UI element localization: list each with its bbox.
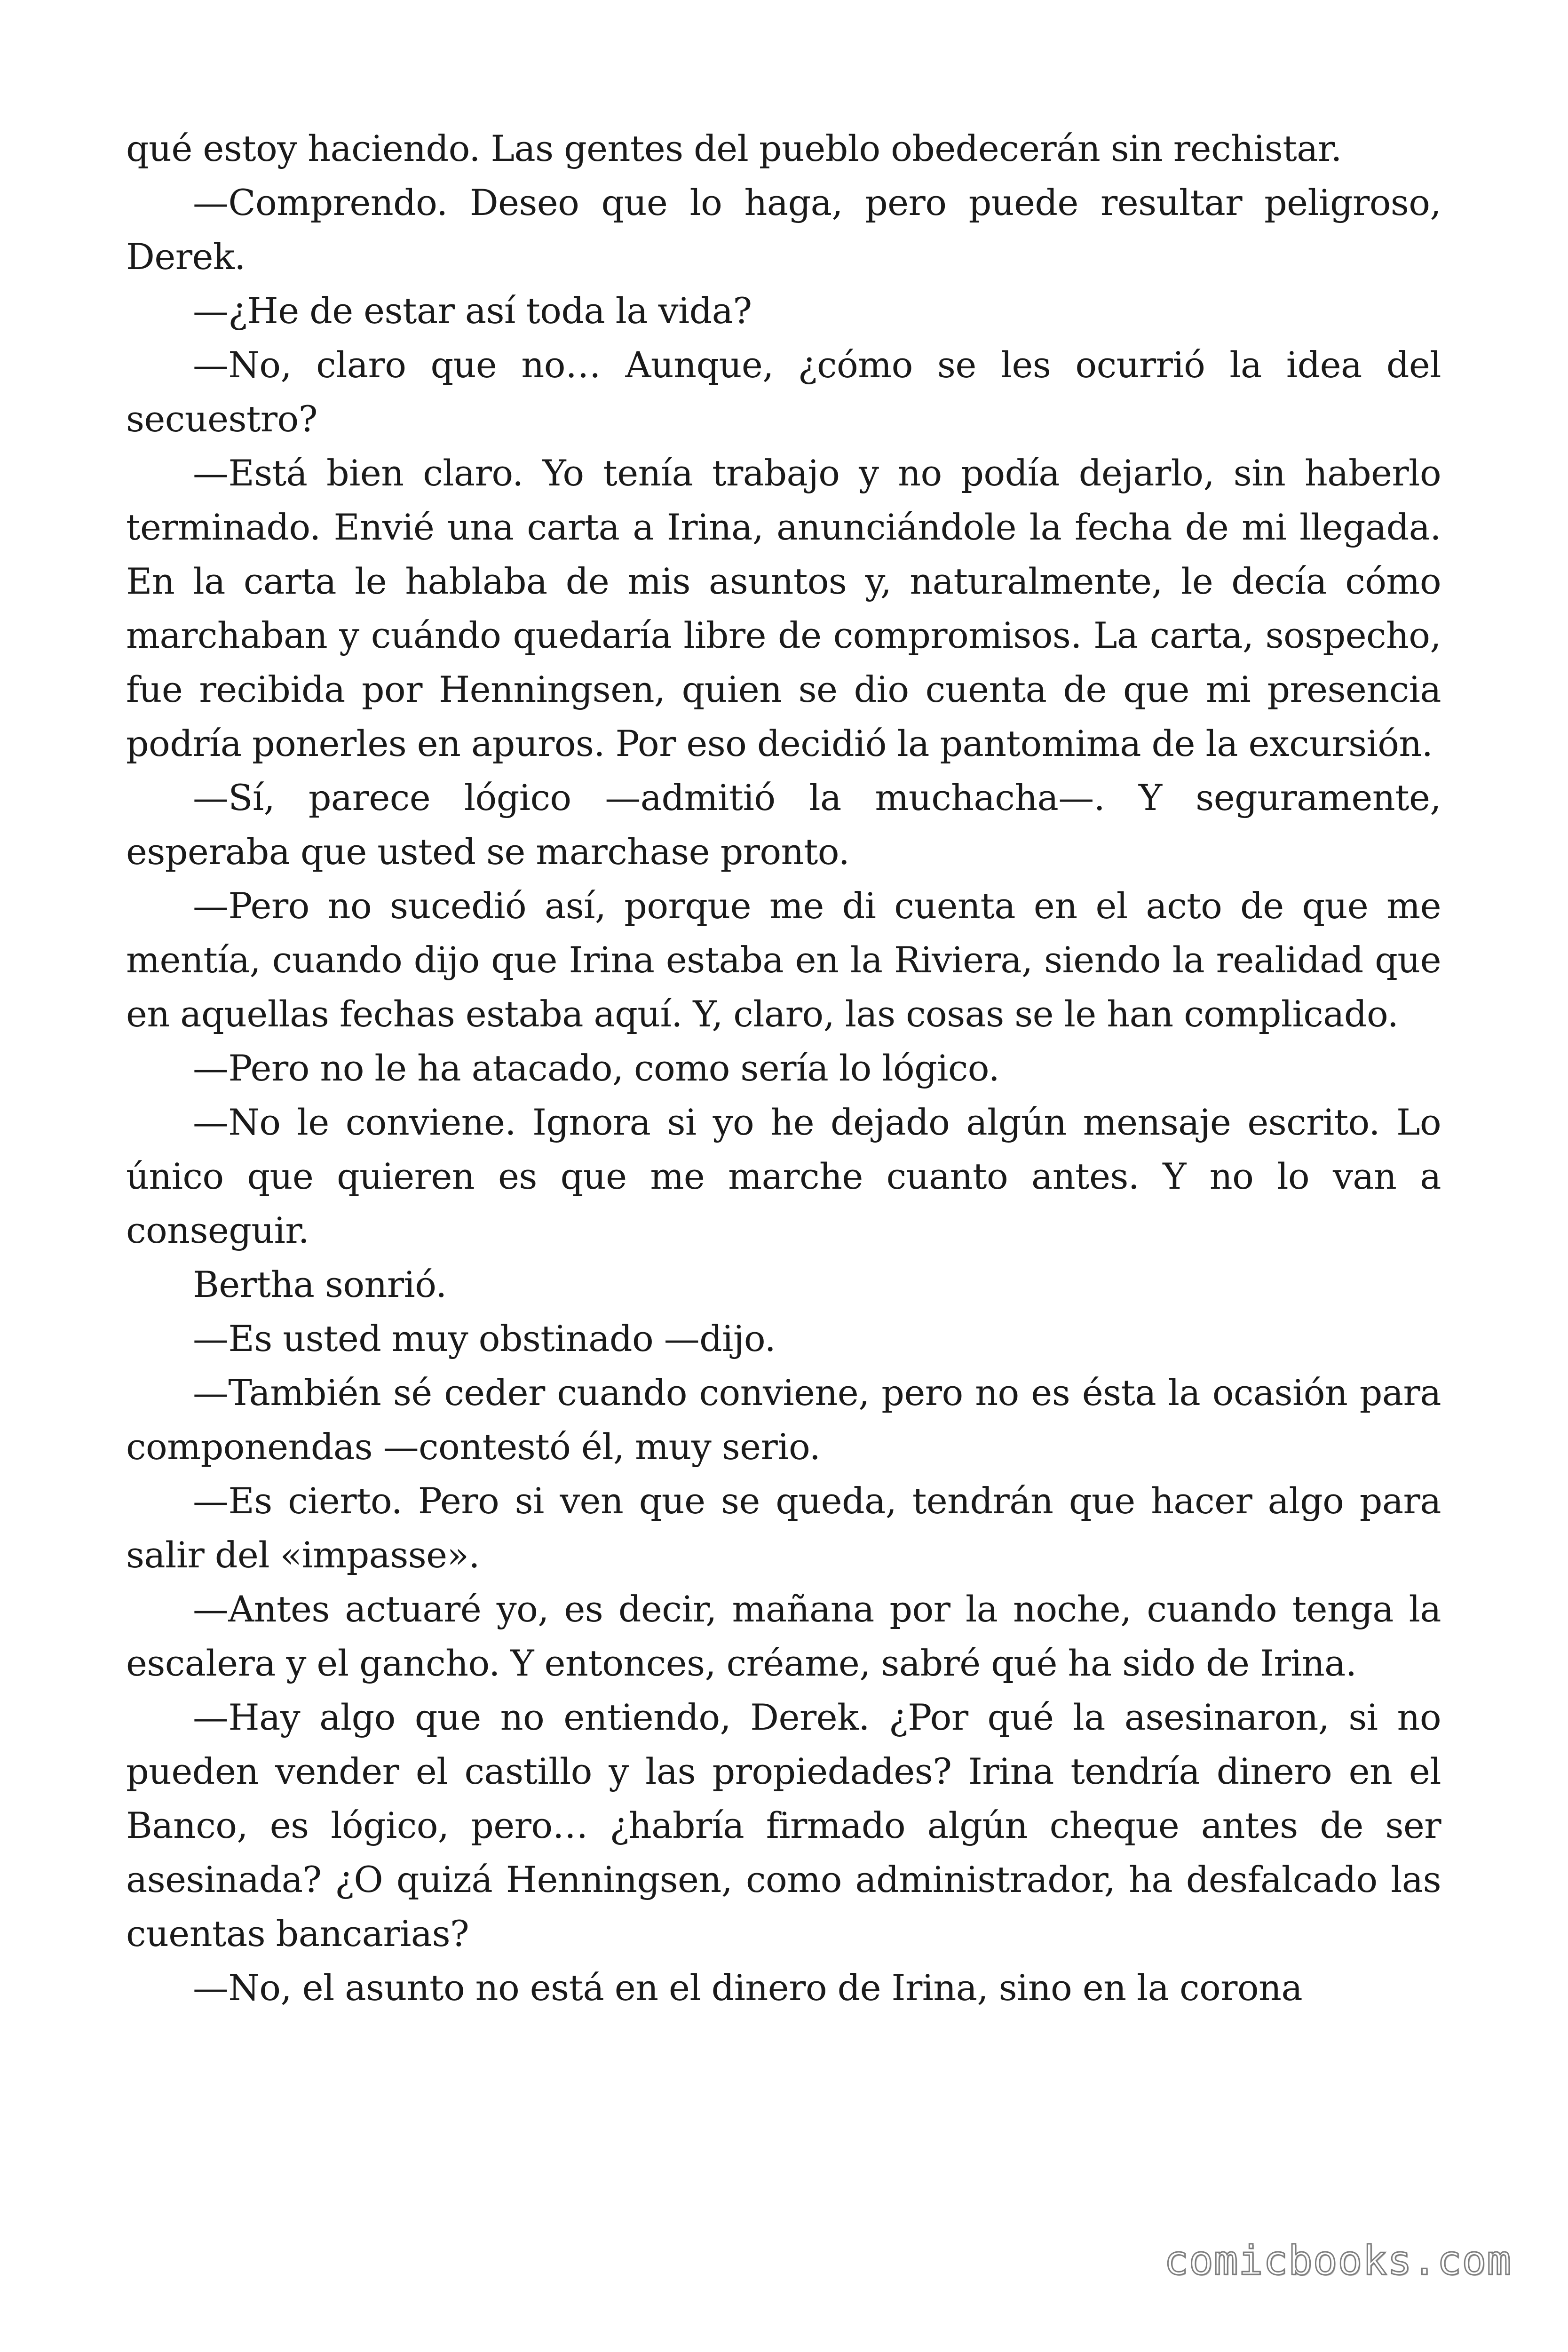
paragraph-8: —Pero no le ha atacado, como sería lo lógico. bbox=[193, 1047, 1000, 1089]
paragraph-5: —Está bien claro. Yo tenía trabajo y no podía dejarlo, sin haberlo terminado. Envié una carta a Irina, anunciándole la fecha de mi llegada. En la carta le hablaba de mis asuntos y, naturalmente, le decía cómo marchaban y cuándo quedaría libre de compromisos. La carta, sospecho, fue recibida por Henningsen, quien se dio cuenta de que mi presencia podría ponerles en apuros. Por eso decidió la pantomima de la excursión. bbox=[126, 452, 1441, 764]
paragraph-10: Bertha sonrió. bbox=[193, 1263, 447, 1305]
paragraph-11: —Es usted muy obstinado —dijo. bbox=[193, 1318, 776, 1359]
paragraph-14: —Antes actuaré yo, es decir, mañana por la noche, cuando tenga la escalera y el gancho. Y entonces, créame, sabré qué ha sido de Irina. bbox=[126, 1588, 1441, 1684]
paragraph-3: —¿He de estar así toda la vida? bbox=[193, 290, 752, 332]
paragraph-7: —Pero no sucedió así, porque me di cuenta en el acto de que me mentía, cuando dijo que Irina estaba en la Riviera, siendo la realidad que en aquellas fechas estaba aquí. Y, claro, las cosas se le han complicado. bbox=[126, 885, 1441, 1035]
paragraph-9: —No le conviene. Ignora si yo he dejado algún mensaje escrito. Lo único que quieren es que me marche cuanto antes. Y no lo van a conseguir. bbox=[126, 1101, 1441, 1251]
paragraph-2: —Comprendo. Deseo que lo haga, pero puede resultar peligroso, Derek. bbox=[126, 182, 1441, 278]
watermark-logo: comicbooks.com bbox=[1164, 2237, 1512, 2284]
page-text bbox=[126, 121, 1441, 2015]
paragraph-16: —No, el asunto no está en el dinero de Irina, sino en la corona bbox=[193, 1967, 1303, 2009]
paragraph-13: —Es cierto. Pero si ven que se queda, tendrán que hacer algo para salir del «impasse». bbox=[126, 1480, 1441, 1576]
paragraph-15: —Hay algo que no entiendo, Derek. ¿Por qué la asesinaron, si no pueden vender el castillo y las propiedades? Irina tendría dinero en el Banco, es lógico, pero… ¿habría firmado algún cheque antes de ser asesinada? ¿O quizá Henningsen, como administrador, ha desfalcado las cuentas bancarias? bbox=[126, 1696, 1441, 1955]
paragraph-12: —También sé ceder cuando conviene, pero no es ésta la ocasión para componendas —contestó él, muy serio. bbox=[126, 1372, 1441, 1468]
paragraph-6: —Sí, parece lógico —admitió la muchacha—. Y seguramente, esperaba que usted se marchase pronto. bbox=[126, 777, 1441, 873]
paragraph-4: —No, claro que no… Aunque, ¿cómo se les ocurrió la idea del secuestro? bbox=[126, 344, 1441, 440]
paragraph-1: qué estoy haciendo. Las gentes del pueblo obedecerán sin rechistar. bbox=[126, 127, 1342, 169]
